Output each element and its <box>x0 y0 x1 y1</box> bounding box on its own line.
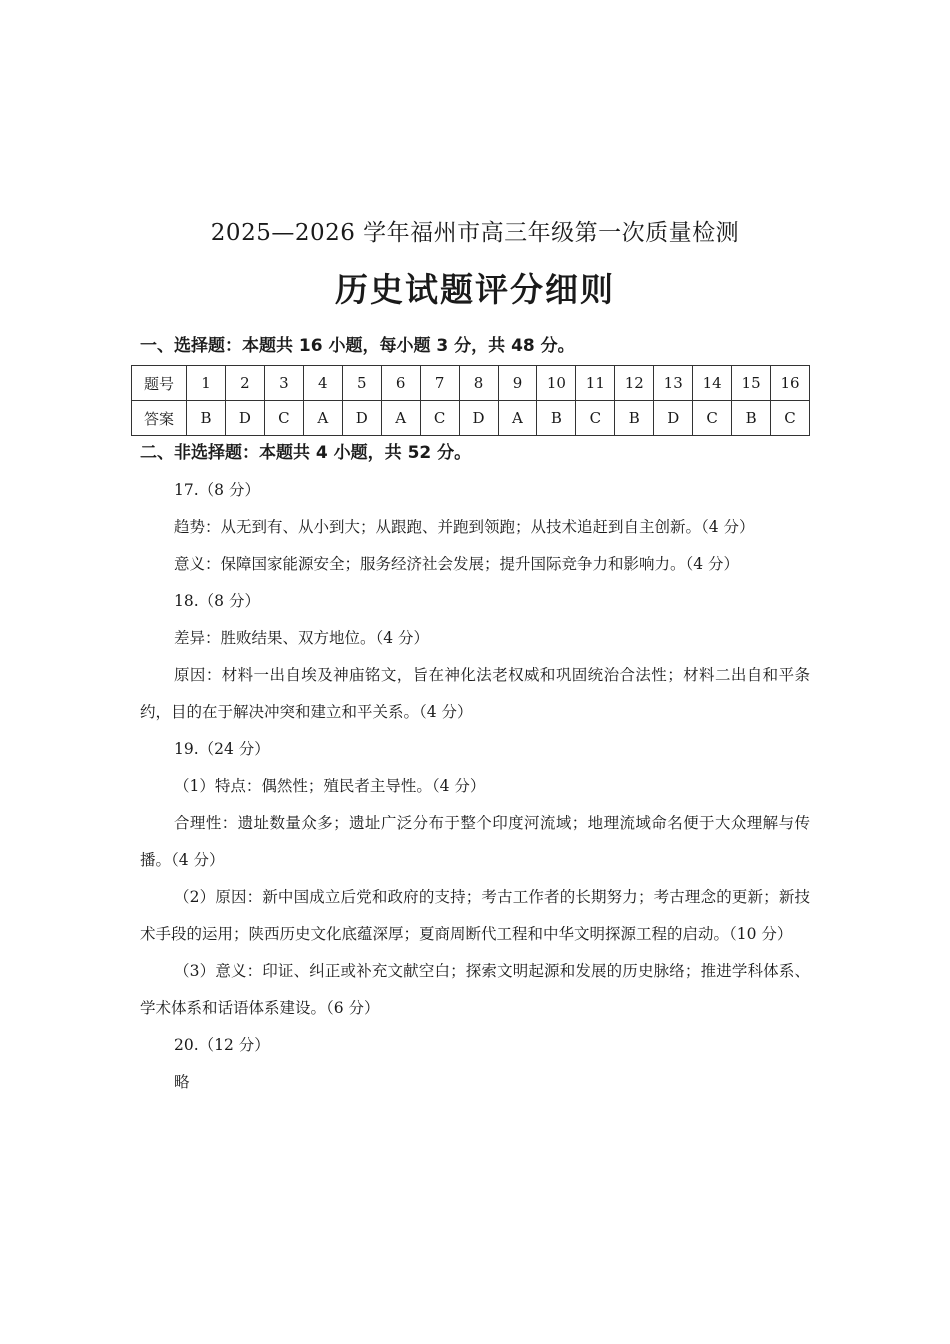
q20-answer: 略 <box>174 1073 190 1091</box>
q20-number: 20.（12 分） <box>174 1036 270 1054</box>
answers-body <box>140 472 810 1101</box>
answer-cell: A <box>381 401 420 436</box>
answer-cell: C <box>576 401 615 436</box>
answer-cell: B <box>732 401 771 436</box>
q19-part1: （1）特点：偶然性；殖民者主导性。（4 分） <box>174 777 486 795</box>
q18-reason: 原因：材料一出自埃及神庙铭文，旨在神化法老权威和巩固统治合法性；材料二出自和平条约，目的在于解决冲突和建立和平关系。（4 分） <box>140 666 810 721</box>
section2-heading: 二、非选择题：本题共 4 小题，共 52 分。 <box>140 443 472 463</box>
question-number: 2 <box>225 366 264 401</box>
answer-cell: D <box>342 401 381 436</box>
question-number: 16 <box>771 366 810 401</box>
answer-row <box>132 401 810 436</box>
q17-meaning: 意义：保障国家能源安全；服务经济社会发展；提升国际竞争力和影响力。（4 分） <box>174 555 740 573</box>
answer-cell: D <box>459 401 498 436</box>
question-number: 13 <box>654 366 693 401</box>
document-title: 历史试题评分细则 <box>335 270 615 309</box>
q18-difference: 差异：胜败结果、双方地位。（4 分） <box>174 629 430 647</box>
answer-cell: D <box>654 401 693 436</box>
number-row-label: 题号 <box>132 366 187 401</box>
question-number: 10 <box>537 366 576 401</box>
question-number: 3 <box>264 366 303 401</box>
question-number: 8 <box>459 366 498 401</box>
question-number: 11 <box>576 366 615 401</box>
answer-cell: C <box>771 401 810 436</box>
q19-part2: （2）原因：新中国成立后党和政府的支持；考古工作者的长期努力；考古理念的更新；新技术手段的运用；陕西历史文化底蕴深厚；夏商周断代工程和中华文明探源工程的启动。（10 分） <box>140 888 810 943</box>
answer-cell: C <box>420 401 459 436</box>
question-number: 5 <box>342 366 381 401</box>
answer-cell: B <box>615 401 654 436</box>
q17-trend: 趋势：从无到有、从小到大；从跟跑、并跑到领跑；从技术追赶到自主创新。（4 分） <box>174 518 755 536</box>
answer-cell: B <box>537 401 576 436</box>
answer-cell: A <box>303 401 342 436</box>
q17-number: 17.（8 分） <box>174 481 260 499</box>
question-number: 1 <box>187 366 226 401</box>
section1-heading: 一、选择题：本题共 16 小题，每小题 3 分，共 48 分。 <box>140 336 575 356</box>
question-number: 9 <box>498 366 537 401</box>
answer-cell: C <box>693 401 732 436</box>
answer-row-label: 答案 <box>132 401 187 436</box>
question-number: 15 <box>732 366 771 401</box>
exam-title: 2025—2026 学年福州市高三年级第一次质量检测 <box>210 220 740 246</box>
question-number: 6 <box>381 366 420 401</box>
answer-cell: D <box>225 401 264 436</box>
number-row <box>132 366 810 401</box>
q19-number: 19.（24 分） <box>174 740 270 758</box>
question-number: 14 <box>693 366 732 401</box>
question-number: 4 <box>303 366 342 401</box>
answer-table <box>131 365 810 436</box>
q19-part1-rationality: 合理性：遗址数量众多；遗址广泛分布于整个印度河流域；地理流域命名便于大众理解与传播。（4 分） <box>140 814 810 869</box>
q18-number: 18.（8 分） <box>174 592 260 610</box>
q19-part3: （3）意义：印证、纠正或补充文献空白；探索文明起源和发展的历史脉络；推进学科体系、学术体系和话语体系建设。（6 分） <box>140 962 810 1017</box>
answer-cell: A <box>498 401 537 436</box>
question-number: 7 <box>420 366 459 401</box>
question-number: 12 <box>615 366 654 401</box>
answer-cell: C <box>264 401 303 436</box>
answer-cell: B <box>187 401 226 436</box>
